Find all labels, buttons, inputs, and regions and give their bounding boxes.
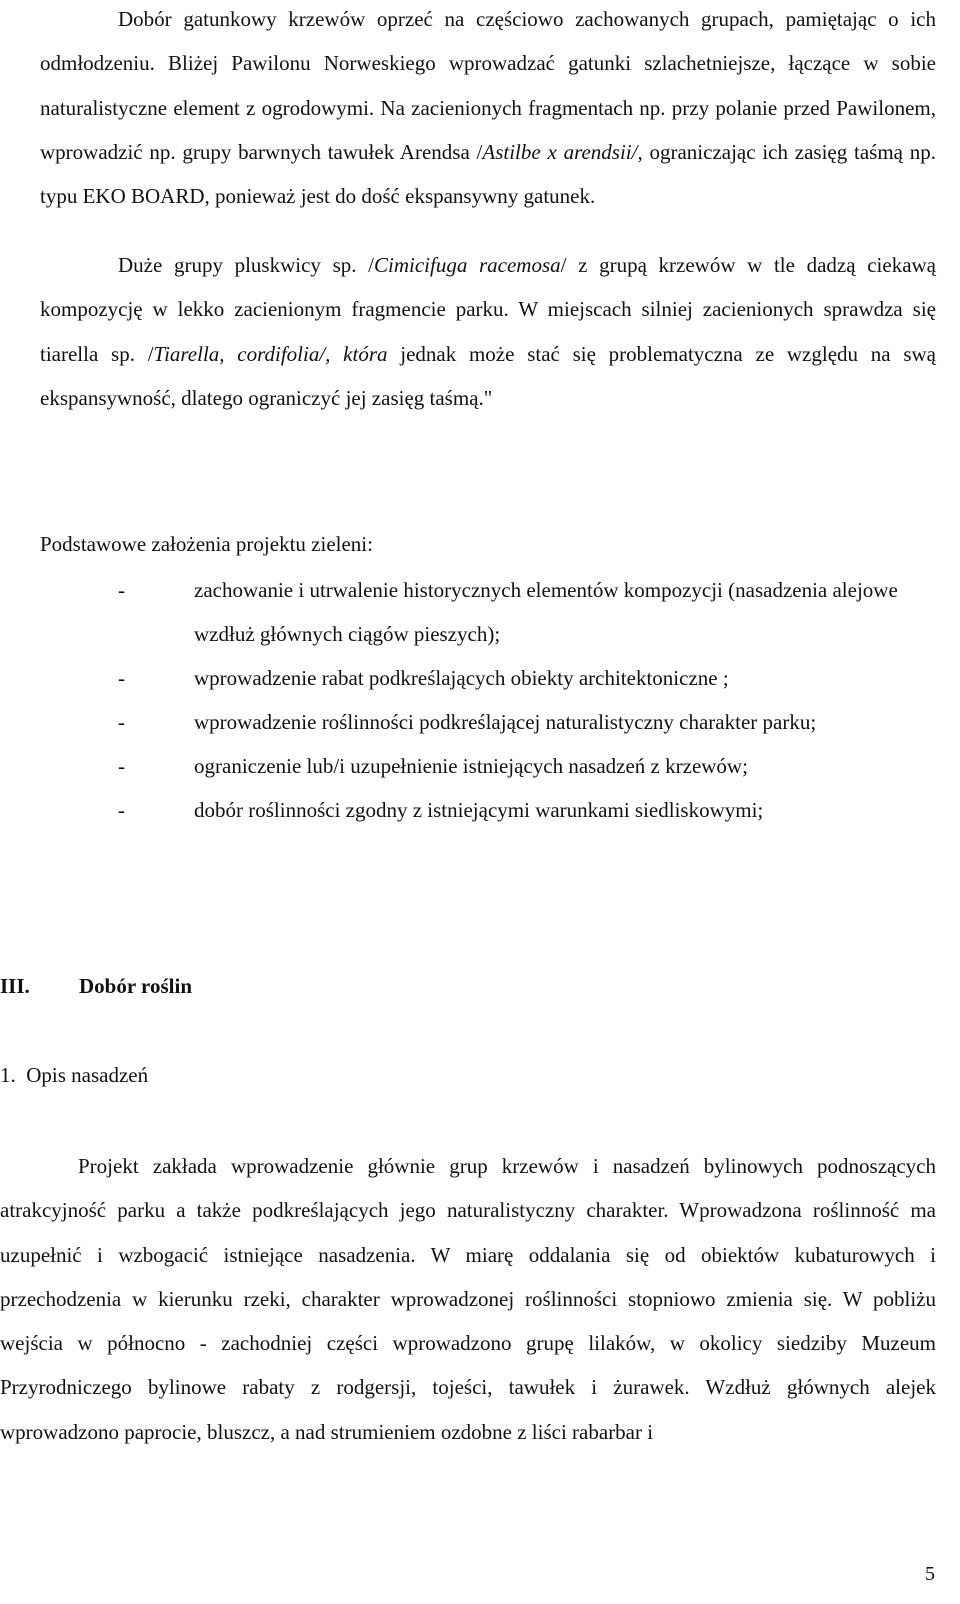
list-dash: -: [118, 798, 125, 822]
list-dash: -: [118, 578, 125, 602]
list-dash: -: [118, 754, 125, 778]
paragraph-text: / z grupą krzewów w tle dadzą ciekawą kompozycję w lekko zacienionym fragmencie parku. W miejscach silniej zacienionych sprawdza się tiarella sp. /: [40, 253, 936, 366]
subsection-heading: 1. Opis nasadzeń: [0, 1063, 149, 1087]
latin-name: Tiarella, cordifolia/, która: [153, 341, 388, 366]
list-item-text: ograniczenie lub/i uzupełnienie istniejących nasadzeń z krzewów;: [194, 754, 748, 778]
latin-name: Astilbe x arendsii/,: [482, 139, 643, 164]
paragraph-text: Dobór gatunkowy krzewów oprzeć na częściowo zachowanych grupach, pamiętając o ich odmłodzeniu. Bliżej Pawilonu Norweskiego wprowadzać gatunki szlachetniejsze, łączące w sobie naturalistyczne element z ogrodowymi. Na zacienionych fragmentach np. przy polanie przed Pawilonem, wprowadzić np. grupy barwnych tawułek Arendsa /: [40, 7, 936, 164]
list-item: [118, 656, 918, 700]
section-title: Dobór roślin: [79, 974, 192, 998]
list-item: [118, 744, 918, 788]
assumptions-title: Podstawowe założenia projektu zieleni:: [40, 532, 373, 556]
latin-name: Cimicifuga racemosa: [373, 253, 561, 277]
list-dash: -: [118, 666, 125, 690]
paragraph-perennials: [40, 243, 936, 420]
paragraph-text: Duże grupy pluskwicy sp. /: [118, 253, 374, 277]
paragraph-planting-description: [0, 1144, 936, 1454]
paragraph-text: ograniczając ich zasięg taśmą np. typu EKO BOARD, ponieważ jest do dość ekspansywny gatunek.: [40, 139, 936, 209]
list-item: [118, 788, 918, 832]
page-number: 5: [925, 1563, 935, 1585]
paragraph-text: Projekt zakłada wprowadzenie głównie grup krzewów i nasadzeń bylinowych podnoszących atrakcyjność parku a także podkreślających jego naturalistyczny charakter. Wprowadzona roślinność ma uzupełnić i wzbogacić istniejące nasadzenia. W miarę oddalania się od obiektów kubaturowych i przechodzenia w kierunku rzeki, charakter wprowadzonej roślinności stopniowo zmienia się. W pobliżu wejścia w północno - zachodniej części wprowadzono grupę lilaków, w okolicy siedziby Muzeum Przyrodniczego bylinowe rabaty z rodgersji, tojeści, tawułek i żurawek. Wzdłuż głównych alejek wprowadzono paprocie, bluszcz, a nad strumieniem ozdobne z liści rabarbar i: [0, 1154, 936, 1444]
list-item-text: zachowanie i utrwalenie historycznych elementów kompozycji (nasadzenia alejowe wzdłuż głównych ciągów pieszych);: [194, 578, 898, 646]
paragraph-shrub-selection: [40, 0, 936, 218]
section-number: III.: [0, 974, 30, 998]
assumptions-list: [118, 568, 918, 832]
list-dash: -: [118, 710, 125, 734]
list-item: [118, 568, 918, 656]
list-item-text: wprowadzenie rabat podkreślających obiekty architektoniczne ;: [194, 666, 729, 690]
list-item-text: wprowadzenie roślinności podkreślającej naturalistyczny charakter parku;: [194, 710, 817, 734]
paragraph-text: jednak może stać się problematyczna ze względu na swą ekspansywność, dlatego ograniczyć jej zasięg taśmą.": [40, 341, 936, 410]
list-item-text: dobór roślinności zgodny z istniejącymi warunkami siedliskowymi;: [194, 798, 764, 822]
list-item: [118, 700, 918, 744]
